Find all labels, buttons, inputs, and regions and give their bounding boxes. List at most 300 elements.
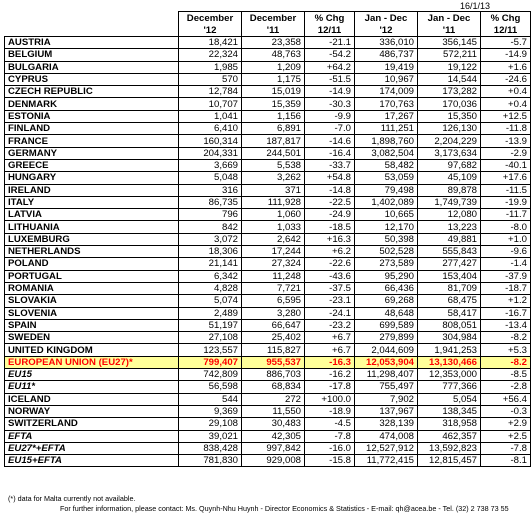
table-cell: 11,550 bbox=[242, 405, 305, 417]
table-cell: +6.2 bbox=[305, 246, 355, 258]
table-cell: 13,130,466 bbox=[418, 356, 481, 368]
table-cell: +12.5 bbox=[481, 110, 531, 122]
table-cell: -16.4 bbox=[305, 147, 355, 159]
table-cell: -9.9 bbox=[305, 110, 355, 122]
table-cell: -43.6 bbox=[305, 270, 355, 282]
table-cell: -5.7 bbox=[481, 37, 531, 49]
table-cell: 12,815,457 bbox=[418, 455, 481, 467]
row-label: LUXEMBURG bbox=[5, 233, 179, 245]
table-cell: +1.6 bbox=[481, 61, 531, 73]
table-cell: 272 bbox=[242, 393, 305, 405]
table-cell: -18.5 bbox=[305, 221, 355, 233]
table-cell: 6,410 bbox=[179, 123, 242, 135]
table-row bbox=[5, 86, 531, 98]
table-cell: -1.4 bbox=[481, 258, 531, 270]
row-label: EUROPEAN UNION (EU27)* bbox=[5, 356, 179, 368]
table-cell: 13,223 bbox=[418, 221, 481, 233]
table-cell: -14.6 bbox=[305, 135, 355, 147]
table-row bbox=[5, 196, 531, 208]
table-cell: 474,008 bbox=[355, 430, 418, 442]
table-cell: 15,350 bbox=[418, 110, 481, 122]
table-cell: -15.8 bbox=[305, 455, 355, 467]
table-row bbox=[5, 356, 531, 368]
table-cell: 502,528 bbox=[355, 246, 418, 258]
table-cell: 53,059 bbox=[355, 172, 418, 184]
table-cell: +5.3 bbox=[481, 344, 531, 356]
table-cell: +64.2 bbox=[305, 61, 355, 73]
table-cell: 12,527,912 bbox=[355, 442, 418, 454]
table-cell: 66,647 bbox=[242, 319, 305, 331]
table-cell: 1,033 bbox=[242, 221, 305, 233]
table-row bbox=[5, 233, 531, 245]
table-row bbox=[5, 49, 531, 61]
row-label: LATVIA bbox=[5, 209, 179, 221]
footnote-malta: (*) data for Malta currently not available. bbox=[8, 494, 136, 503]
table-cell: 2,642 bbox=[242, 233, 305, 245]
table-cell: 95,290 bbox=[355, 270, 418, 282]
col-ytd12-header: Jan - Dec bbox=[355, 12, 418, 25]
table-cell: -23.1 bbox=[305, 295, 355, 307]
table-cell: 27,108 bbox=[179, 332, 242, 344]
table-cell: 66,436 bbox=[355, 282, 418, 294]
table-cell: 48,648 bbox=[355, 307, 418, 319]
table-row bbox=[5, 209, 531, 221]
table-cell: 170,036 bbox=[418, 98, 481, 110]
row-label: BULGARIA bbox=[5, 61, 179, 73]
table-cell: 137,967 bbox=[355, 405, 418, 417]
table-cell: -7.8 bbox=[481, 442, 531, 454]
registrations-table bbox=[4, 11, 531, 467]
table-cell: 1,749,739 bbox=[418, 196, 481, 208]
table-row bbox=[5, 295, 531, 307]
table-row bbox=[5, 221, 531, 233]
table-cell: 138,345 bbox=[418, 405, 481, 417]
table-cell: 23,358 bbox=[242, 37, 305, 49]
table-cell: 742,809 bbox=[179, 369, 242, 381]
table-cell: +17.6 bbox=[481, 172, 531, 184]
table-cell: 25,402 bbox=[242, 332, 305, 344]
table-cell: 170,763 bbox=[355, 98, 418, 110]
table-cell: 777,366 bbox=[418, 381, 481, 393]
row-label: ROMANIA bbox=[5, 282, 179, 294]
row-label: GREECE bbox=[5, 159, 179, 171]
col-chg-ytd-subheader: 12/11 bbox=[481, 24, 531, 37]
table-cell: +16.3 bbox=[305, 233, 355, 245]
table-cell: 5,048 bbox=[179, 172, 242, 184]
table-cell: 204,331 bbox=[179, 147, 242, 159]
table-cell: 997,842 bbox=[242, 442, 305, 454]
table-cell: 1,985 bbox=[179, 61, 242, 73]
table-cell: -11.5 bbox=[481, 184, 531, 196]
table-cell: 126,130 bbox=[418, 123, 481, 135]
table-cell: -16.7 bbox=[481, 307, 531, 319]
table-cell: 187,817 bbox=[242, 135, 305, 147]
table-cell: 5,074 bbox=[179, 295, 242, 307]
table-cell: -16.3 bbox=[305, 356, 355, 368]
table-cell: 304,984 bbox=[418, 332, 481, 344]
table-cell: 39,021 bbox=[179, 430, 242, 442]
table-cell: -11.8 bbox=[481, 123, 531, 135]
table-cell: +6.7 bbox=[305, 332, 355, 344]
table-cell: 929,008 bbox=[242, 455, 305, 467]
row-label: HUNGARY bbox=[5, 172, 179, 184]
table-cell: 755,497 bbox=[355, 381, 418, 393]
table-cell: +0.4 bbox=[481, 98, 531, 110]
table-cell: +1.2 bbox=[481, 295, 531, 307]
table-cell: 5,538 bbox=[242, 159, 305, 171]
table-cell: 49,881 bbox=[418, 233, 481, 245]
col-chg-month-subheader: 12/11 bbox=[305, 24, 355, 37]
table-cell: 15,019 bbox=[242, 86, 305, 98]
table-row bbox=[5, 332, 531, 344]
table-cell: 123,557 bbox=[179, 344, 242, 356]
table-cell: 3,669 bbox=[179, 159, 242, 171]
table-cell: 50,398 bbox=[355, 233, 418, 245]
table-cell: -24.6 bbox=[481, 73, 531, 85]
header-row-2 bbox=[5, 24, 531, 37]
table-cell: 12,170 bbox=[355, 221, 418, 233]
header-blank bbox=[5, 24, 179, 37]
row-label: UNITED KINGDOM bbox=[5, 344, 179, 356]
table-row bbox=[5, 73, 531, 85]
table-cell: 808,051 bbox=[418, 319, 481, 331]
table-cell: 12,053,904 bbox=[355, 356, 418, 368]
table-cell: 10,707 bbox=[179, 98, 242, 110]
table-row bbox=[5, 184, 531, 196]
header-row-1 bbox=[5, 12, 531, 25]
row-label: SWEDEN bbox=[5, 332, 179, 344]
table-cell: 328,139 bbox=[355, 418, 418, 430]
table-row bbox=[5, 159, 531, 171]
row-label: EU15+EFTA bbox=[5, 455, 179, 467]
table-cell: -24.1 bbox=[305, 307, 355, 319]
table-cell: 10,967 bbox=[355, 73, 418, 85]
table-cell: 51,197 bbox=[179, 319, 242, 331]
table-cell: -22.6 bbox=[305, 258, 355, 270]
table-cell: -13.4 bbox=[481, 319, 531, 331]
table-cell: 19,122 bbox=[418, 61, 481, 73]
table-cell: 48,763 bbox=[242, 49, 305, 61]
table-cell: 173,282 bbox=[418, 86, 481, 98]
table-cell: 273,589 bbox=[355, 258, 418, 270]
table-row bbox=[5, 246, 531, 258]
table-cell: -8.2 bbox=[481, 356, 531, 368]
row-label: LITHUANIA bbox=[5, 221, 179, 233]
table-cell: 3,072 bbox=[179, 233, 242, 245]
table-cell: -18.9 bbox=[305, 405, 355, 417]
table-row bbox=[5, 442, 531, 454]
table-cell: -17.8 bbox=[305, 381, 355, 393]
table-row bbox=[5, 37, 531, 49]
table-row bbox=[5, 381, 531, 393]
table-cell: 12,784 bbox=[179, 86, 242, 98]
table-row bbox=[5, 98, 531, 110]
table-cell: +2.9 bbox=[481, 418, 531, 430]
table-cell: 3,262 bbox=[242, 172, 305, 184]
table-row bbox=[5, 344, 531, 356]
table-cell: 1,209 bbox=[242, 61, 305, 73]
table-cell: 886,703 bbox=[242, 369, 305, 381]
table-cell: -30.3 bbox=[305, 98, 355, 110]
table-cell: 68,475 bbox=[418, 295, 481, 307]
row-label: ITALY bbox=[5, 196, 179, 208]
table-row bbox=[5, 123, 531, 135]
row-label: SWITZERLAND bbox=[5, 418, 179, 430]
table-cell: 318,958 bbox=[418, 418, 481, 430]
table-cell: 316 bbox=[179, 184, 242, 196]
table-cell: -51.5 bbox=[305, 73, 355, 85]
table-cell: -8.5 bbox=[481, 369, 531, 381]
table-cell: -13.9 bbox=[481, 135, 531, 147]
table-row bbox=[5, 418, 531, 430]
table-cell: -8.0 bbox=[481, 221, 531, 233]
table-cell: -19.9 bbox=[481, 196, 531, 208]
row-label: AUSTRIA bbox=[5, 37, 179, 49]
table-row bbox=[5, 172, 531, 184]
table-cell: 69,268 bbox=[355, 295, 418, 307]
table-cell: 699,589 bbox=[355, 319, 418, 331]
row-label: EU27*+EFTA bbox=[5, 442, 179, 454]
table-cell: +56.4 bbox=[481, 393, 531, 405]
table-cell: 22,324 bbox=[179, 49, 242, 61]
table-cell: 19,419 bbox=[355, 61, 418, 73]
table-cell: -14.9 bbox=[305, 86, 355, 98]
row-label: SLOVAKIA bbox=[5, 295, 179, 307]
table-cell: 277,427 bbox=[418, 258, 481, 270]
col-ytd11-header: Jan - Dec bbox=[418, 12, 481, 25]
table-row bbox=[5, 369, 531, 381]
table-cell: 842 bbox=[179, 221, 242, 233]
table-cell: 45,109 bbox=[418, 172, 481, 184]
table-cell: 570 bbox=[179, 73, 242, 85]
footnote-contact: For further information, please contact: Ms. Quynh-Nhu Huynh - Director Economics & Statistics - E-mail: qh@acea.be - Tel. (32) 2 738 73 55 bbox=[60, 504, 509, 513]
table-row bbox=[5, 61, 531, 73]
table-cell: -23.2 bbox=[305, 319, 355, 331]
table-cell: 18,421 bbox=[179, 37, 242, 49]
table-cell: 244,501 bbox=[242, 147, 305, 159]
row-label: ICELAND bbox=[5, 393, 179, 405]
table-row bbox=[5, 270, 531, 282]
row-label: PORTUGAL bbox=[5, 270, 179, 282]
col-chg-ytd-header: % Chg bbox=[481, 12, 531, 25]
table-cell: 2,204,229 bbox=[418, 135, 481, 147]
table-cell: 81,709 bbox=[418, 282, 481, 294]
table-cell: 1,041 bbox=[179, 110, 242, 122]
table-cell: -9.6 bbox=[481, 246, 531, 258]
row-label: CZECH REPUBLIC bbox=[5, 86, 179, 98]
table-cell: -7.8 bbox=[305, 430, 355, 442]
table-cell: 160,314 bbox=[179, 135, 242, 147]
report-date: 16/1/13 bbox=[459, 1, 490, 11]
table-cell: -2.9 bbox=[481, 147, 531, 159]
row-label: NETHERLANDS bbox=[5, 246, 179, 258]
table-cell: +1.0 bbox=[481, 233, 531, 245]
row-label: NORWAY bbox=[5, 405, 179, 417]
table-cell: 111,928 bbox=[242, 196, 305, 208]
col-dec12-subheader: '12 bbox=[179, 24, 242, 37]
table-cell: 555,843 bbox=[418, 246, 481, 258]
table-cell: 27,324 bbox=[242, 258, 305, 270]
table-row bbox=[5, 147, 531, 159]
table-cell: -37.5 bbox=[305, 282, 355, 294]
table-cell: -14.9 bbox=[481, 49, 531, 61]
row-label: EFTA bbox=[5, 430, 179, 442]
table-cell: -8.2 bbox=[481, 332, 531, 344]
table-cell: 115,827 bbox=[242, 344, 305, 356]
table-cell: 2,044,609 bbox=[355, 344, 418, 356]
table-cell: -14.8 bbox=[305, 184, 355, 196]
table-cell: 462,357 bbox=[418, 430, 481, 442]
table-row bbox=[5, 258, 531, 270]
table-cell: -16.0 bbox=[305, 442, 355, 454]
table-cell: -22.5 bbox=[305, 196, 355, 208]
table-cell: 12,080 bbox=[418, 209, 481, 221]
table-cell: 18,306 bbox=[179, 246, 242, 258]
table-cell: 58,417 bbox=[418, 307, 481, 319]
table-cell: 86,735 bbox=[179, 196, 242, 208]
row-label: IRELAND bbox=[5, 184, 179, 196]
row-label: GERMANY bbox=[5, 147, 179, 159]
table-cell: 11,298,407 bbox=[355, 369, 418, 381]
row-label: EU11* bbox=[5, 381, 179, 393]
table-cell: 796 bbox=[179, 209, 242, 221]
table-cell: 781,830 bbox=[179, 455, 242, 467]
col-dec12-header: December bbox=[179, 12, 242, 25]
table-cell: -11.7 bbox=[481, 209, 531, 221]
table-cell: -21.1 bbox=[305, 37, 355, 49]
col-chg-month-header: % Chg bbox=[305, 12, 355, 25]
row-label: DENMARK bbox=[5, 98, 179, 110]
table-cell: 1,941,253 bbox=[418, 344, 481, 356]
row-label: FINLAND bbox=[5, 123, 179, 135]
table-cell: -33.7 bbox=[305, 159, 355, 171]
table-cell: 11,772,415 bbox=[355, 455, 418, 467]
table-cell: 89,878 bbox=[418, 184, 481, 196]
table-row bbox=[5, 455, 531, 467]
table-cell: 1,156 bbox=[242, 110, 305, 122]
table-cell: -2.8 bbox=[481, 381, 531, 393]
row-label: EU15 bbox=[5, 369, 179, 381]
row-label: SPAIN bbox=[5, 319, 179, 331]
table-cell: 572,211 bbox=[418, 49, 481, 61]
table-cell: 1,060 bbox=[242, 209, 305, 221]
header-blank bbox=[5, 12, 179, 25]
table-cell: +100.0 bbox=[305, 393, 355, 405]
table-row bbox=[5, 319, 531, 331]
table-row bbox=[5, 430, 531, 442]
table-cell: 9,369 bbox=[179, 405, 242, 417]
table-cell: 279,899 bbox=[355, 332, 418, 344]
table-cell: 15,359 bbox=[242, 98, 305, 110]
table-cell: 1,175 bbox=[242, 73, 305, 85]
table-cell: 3,173,634 bbox=[418, 147, 481, 159]
col-ytd11-subheader: '11 bbox=[418, 24, 481, 37]
row-label: BELGIUM bbox=[5, 49, 179, 61]
table-row bbox=[5, 110, 531, 122]
table-cell: -8.1 bbox=[481, 455, 531, 467]
table-cell: 486,737 bbox=[355, 49, 418, 61]
col-dec11-header: December bbox=[242, 12, 305, 25]
col-dec11-subheader: '11 bbox=[242, 24, 305, 37]
table-row bbox=[5, 307, 531, 319]
table-cell: 58,482 bbox=[355, 159, 418, 171]
table-cell: 5,054 bbox=[418, 393, 481, 405]
table-cell: 3,280 bbox=[242, 307, 305, 319]
table-cell: 1,898,760 bbox=[355, 135, 418, 147]
table-cell: -16.2 bbox=[305, 369, 355, 381]
table-cell: 11,248 bbox=[242, 270, 305, 282]
table-cell: +2.5 bbox=[481, 430, 531, 442]
table-cell: -24.9 bbox=[305, 209, 355, 221]
table-cell: +6.7 bbox=[305, 344, 355, 356]
col-ytd12-subheader: '12 bbox=[355, 24, 418, 37]
table-row bbox=[5, 405, 531, 417]
table-cell: 544 bbox=[179, 393, 242, 405]
table-cell: 6,342 bbox=[179, 270, 242, 282]
table-cell: 68,834 bbox=[242, 381, 305, 393]
table-cell: 799,407 bbox=[179, 356, 242, 368]
table-cell: 6,891 bbox=[242, 123, 305, 135]
table-cell: -0.3 bbox=[481, 405, 531, 417]
table-cell: -40.1 bbox=[481, 159, 531, 171]
table-cell: 56,598 bbox=[179, 381, 242, 393]
row-label: SLOVENIA bbox=[5, 307, 179, 319]
table-cell: 14,544 bbox=[418, 73, 481, 85]
table-cell: 3,082,504 bbox=[355, 147, 418, 159]
table-row bbox=[5, 393, 531, 405]
table-cell: 7,721 bbox=[242, 282, 305, 294]
table-cell: -37.9 bbox=[481, 270, 531, 282]
row-label: FRANCE bbox=[5, 135, 179, 147]
table-cell: -7.0 bbox=[305, 123, 355, 135]
table-cell: 7,902 bbox=[355, 393, 418, 405]
table-cell: 153,404 bbox=[418, 270, 481, 282]
table-cell: 838,428 bbox=[179, 442, 242, 454]
table-cell: 1,402,089 bbox=[355, 196, 418, 208]
table-cell: 79,498 bbox=[355, 184, 418, 196]
table-cell: -54.2 bbox=[305, 49, 355, 61]
table-cell: -4.5 bbox=[305, 418, 355, 430]
table-cell: 356,145 bbox=[418, 37, 481, 49]
table-cell: 111,251 bbox=[355, 123, 418, 135]
row-label: POLAND bbox=[5, 258, 179, 270]
table-cell: 29,108 bbox=[179, 418, 242, 430]
table-cell: 12,353,000 bbox=[418, 369, 481, 381]
table-cell: 17,244 bbox=[242, 246, 305, 258]
table-cell: 174,009 bbox=[355, 86, 418, 98]
table-cell: 4,828 bbox=[179, 282, 242, 294]
table-cell: 6,595 bbox=[242, 295, 305, 307]
table-cell: +54.8 bbox=[305, 172, 355, 184]
table-cell: 97,682 bbox=[418, 159, 481, 171]
table-cell: 955,537 bbox=[242, 356, 305, 368]
table-row bbox=[5, 282, 531, 294]
table-cell: 21,141 bbox=[179, 258, 242, 270]
table-cell: 371 bbox=[242, 184, 305, 196]
row-label: ESTONIA bbox=[5, 110, 179, 122]
table-cell: 13,592,823 bbox=[418, 442, 481, 454]
table-cell: 336,010 bbox=[355, 37, 418, 49]
table-cell: 30,483 bbox=[242, 418, 305, 430]
table-cell: 2,489 bbox=[179, 307, 242, 319]
table-row bbox=[5, 135, 531, 147]
table-cell: +0.4 bbox=[481, 86, 531, 98]
row-label: CYPRUS bbox=[5, 73, 179, 85]
table-cell: -18.7 bbox=[481, 282, 531, 294]
table-cell: 17,267 bbox=[355, 110, 418, 122]
table-cell: 42,305 bbox=[242, 430, 305, 442]
table-cell: 10,665 bbox=[355, 209, 418, 221]
